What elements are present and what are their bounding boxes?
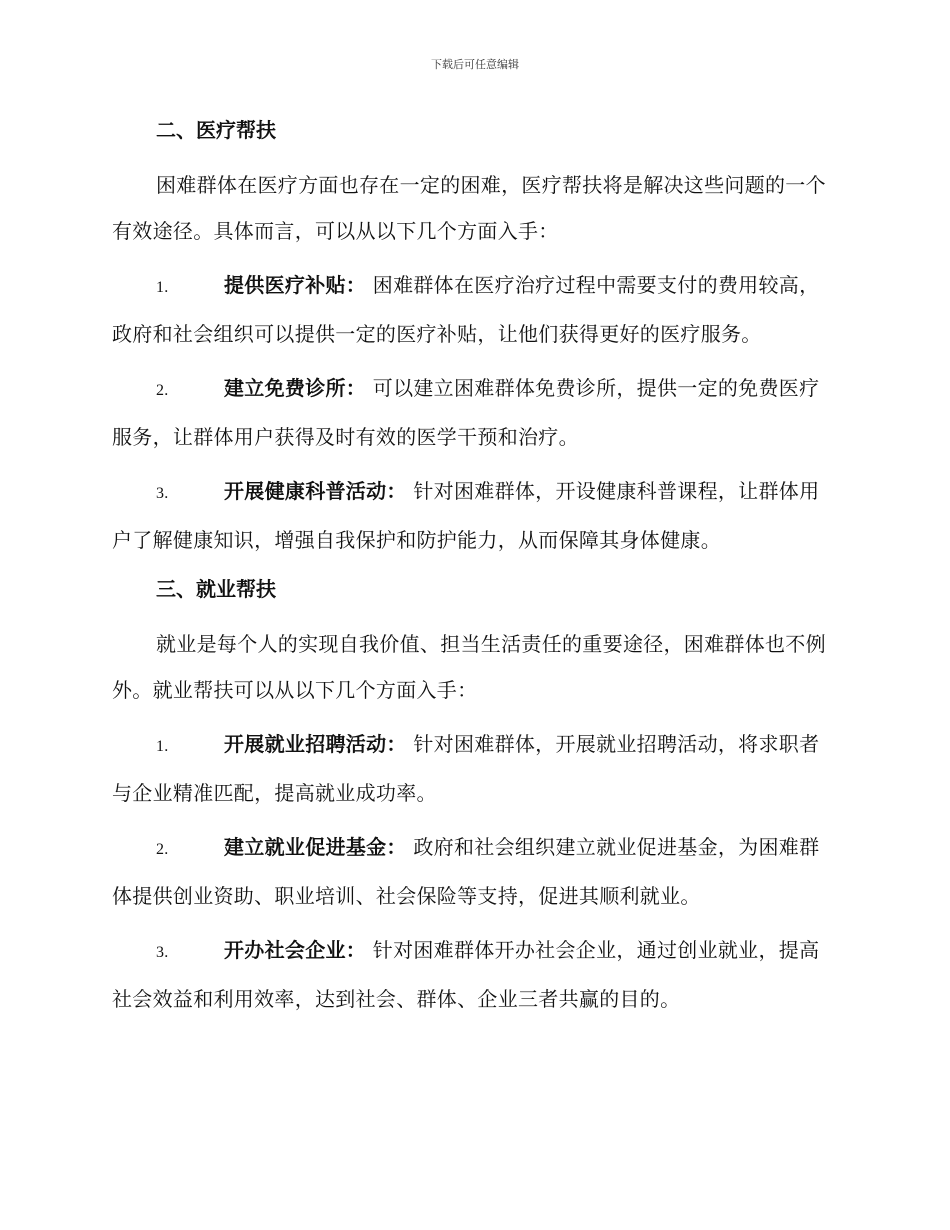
section-intro: 困难群体在医疗方面也存在一定的困难，医疗帮扶将是解决这些问题的一个有效途径。具体而言，可以从以下几个方面入手： <box>112 173 826 243</box>
list-item-text: 针对困难群体，开展就业招聘活动，将求职者与企业精准匹配，提高就业成功率。 <box>112 732 820 805</box>
list-item-title: 建立免费诊所： <box>224 376 367 400</box>
list-item-text: 困难群体在医疗治疗过程中需要支付的费用较高，政府和社会组织可以提供一定的医疗补贴，让他们获得更好的医疗服务。 <box>112 273 820 346</box>
list-item-number: 3. <box>156 485 169 502</box>
list-item-number: 3. <box>156 944 169 961</box>
section-employment-aid <box>112 571 839 1022</box>
section-heading: 三、就业帮扶 <box>156 577 276 601</box>
section-heading: 二、医疗帮扶 <box>156 118 276 142</box>
list-item-text: 针对困难群体，开设健康科普课程，让群体用户了解健康知识，增强自我保护和防护能力，从而保障其身体健康。 <box>112 479 820 552</box>
list-item <box>112 262 839 357</box>
list-item <box>112 927 839 1022</box>
list-item-title: 开办社会企业： <box>224 938 367 962</box>
list-item-text: 政府和社会组织建立就业促进基金，为困难群体提供创业资助、职业培训、社会保险等支持，促进其顺利就业。 <box>112 835 820 908</box>
list-item-title: 建立就业促进基金： <box>224 835 407 859</box>
list-item <box>112 468 839 563</box>
document-body <box>112 112 839 1022</box>
page-header-note: 下载后可任意编辑 <box>431 58 519 71</box>
list-item-title: 开展健康科普活动： <box>224 479 407 503</box>
section-intro: 就业是每个人的实现自我价值、担当生活责任的重要途径，困难群体也不例外。就业帮扶可以从以下几个方面入手： <box>112 632 826 702</box>
list-item-text: 可以建立困难群体免费诊所，提供一定的免费医疗服务，让群体用户获得及时有效的医学干预和治疗。 <box>112 376 820 449</box>
section-medical-aid <box>112 112 839 563</box>
list-item-number: 2. <box>156 382 169 399</box>
list-item-text: 针对困难群体开办社会企业，通过创业就业，提高社会效益和利用效率，达到社会、群体、企业三者共赢的目的。 <box>112 938 820 1011</box>
list-item-title: 开展就业招聘活动： <box>224 732 407 756</box>
list-item-number: 2. <box>156 841 169 858</box>
list-item <box>112 365 839 460</box>
list-item-number: 1. <box>156 279 169 296</box>
list-item <box>112 824 839 919</box>
list-item-number: 1. <box>156 738 169 755</box>
list-item <box>112 721 839 816</box>
list-item-title: 提供医疗补贴： <box>224 273 367 297</box>
